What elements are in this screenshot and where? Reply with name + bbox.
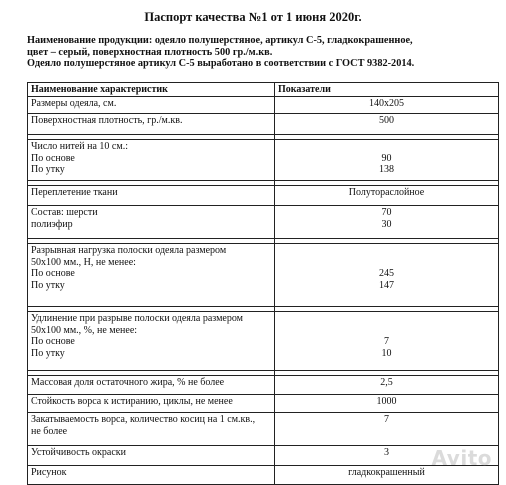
table-row	[28, 140, 499, 181]
header-value: Показатели	[275, 83, 499, 97]
characteristic-cell	[28, 312, 275, 371]
characteristic-text: Состав: шерсти	[31, 207, 98, 219]
value-text: 2,5	[380, 377, 393, 389]
characteristic-cell	[28, 376, 275, 395]
characteristic-text: Поверхностная плотность, гр./м.кв.	[31, 115, 183, 127]
characteristic-text: Удлинение при разрыве полоски одеяла размером	[31, 313, 243, 325]
characteristic-text: По основе	[31, 336, 75, 348]
value-text: 3	[384, 447, 389, 459]
value-cell	[275, 413, 499, 446]
value-cell	[275, 376, 499, 395]
characteristic-text: 50х100 мм., %, не менее:	[31, 324, 138, 336]
avito-watermark: Avito	[431, 446, 492, 470]
characteristic-text: Разрывная нагрузка полоски одеяла размером	[31, 245, 227, 257]
characteristic-cell	[28, 97, 275, 114]
document-title: Паспорт качества №1 от 1 июня 2020г.	[144, 10, 362, 24]
characteristic-text: По основе	[31, 152, 75, 164]
table-row	[28, 114, 499, 135]
characteristic-text: Переплетение ткани	[31, 187, 118, 199]
value-text	[278, 325, 495, 336]
characteristic-cell	[28, 413, 275, 446]
characteristic-cell	[28, 206, 275, 239]
characteristic-text: Стойкость ворса к истиранию, циклы, не менее	[31, 396, 233, 408]
value-text: 90	[381, 152, 392, 164]
value-text: 7	[384, 414, 389, 426]
characteristic-text: Рисунок	[31, 467, 67, 479]
value-text	[278, 257, 495, 268]
value-cell	[275, 114, 499, 135]
characteristic-cell	[28, 395, 275, 413]
characteristic-text: Массовая доля остаточного жира, % не более	[31, 377, 225, 389]
table-row	[28, 186, 499, 206]
value-cell	[275, 97, 499, 114]
value-text: 10	[381, 347, 392, 359]
table-row	[28, 395, 499, 413]
characteristic-cell	[28, 140, 275, 181]
value-text	[278, 141, 495, 152]
table-row	[28, 446, 499, 466]
spec-table	[27, 82, 499, 485]
characteristic-cell	[28, 466, 275, 485]
value-text: гладкокрашенный	[348, 467, 425, 479]
characteristic-cell	[28, 186, 275, 206]
table-row	[28, 413, 499, 446]
value-text: 138	[379, 164, 394, 176]
characteristic-text: По утку	[31, 164, 65, 176]
value-text: Полутораслойное	[348, 187, 425, 199]
table-row	[28, 312, 499, 371]
product-description	[27, 35, 497, 70]
characteristic-text: Размеры одеяла, см.	[31, 98, 117, 110]
value-text: 140х205	[369, 98, 404, 110]
table-header-row	[28, 83, 499, 97]
value-text	[278, 313, 495, 324]
value-cell	[275, 186, 499, 206]
intro-line: Одеяло полушерстяное артикул С-5 выработано в соответствии с ГОСТ 9382-2014.	[27, 58, 415, 70]
value-text: 1000	[376, 396, 397, 408]
value-text: 500	[379, 115, 394, 127]
table-row	[28, 206, 499, 239]
value-cell	[275, 312, 499, 371]
value-text: 245	[379, 268, 394, 280]
characteristic-cell	[28, 446, 275, 466]
value-cell	[275, 206, 499, 239]
characteristic-text: Закатываемость ворса, количество косиц на 1 см.кв.,	[31, 414, 256, 426]
characteristic-text: По основе	[31, 268, 75, 280]
value-cell	[275, 395, 499, 413]
table-row	[28, 466, 499, 485]
characteristic-text: полиэфир	[31, 218, 73, 230]
characteristic-text: По утку	[31, 279, 65, 291]
characteristic-text: не более	[31, 425, 68, 437]
characteristic-text: По утку	[31, 347, 65, 359]
table-row	[28, 97, 499, 114]
intro-line: Наименование продукции: одеяло полушерстяное, артикул С-5, гладкокрашенное,	[27, 35, 413, 46]
characteristic-cell	[28, 244, 275, 307]
characteristic-text: Число нитей на 10 см.:	[31, 141, 128, 153]
characteristic-text: Устойчивость окраски	[31, 447, 127, 459]
characteristic-text: 50х100 мм., Н, не менее:	[31, 256, 136, 268]
value-cell	[275, 140, 499, 181]
value-text	[278, 426, 495, 437]
value-text: 7	[384, 336, 389, 348]
header-characteristic: Наименование характеристик	[28, 83, 275, 97]
intro-line: цвет – серый, поверхностная плотность 500 гр./м.кв.	[27, 46, 273, 58]
value-text: 30	[381, 218, 392, 230]
characteristic-cell	[28, 114, 275, 135]
value-text	[278, 245, 495, 256]
value-text: 70	[381, 207, 392, 219]
value-text: 147	[379, 279, 394, 291]
table-row	[28, 376, 499, 395]
value-cell	[275, 244, 499, 307]
table-row	[28, 244, 499, 307]
